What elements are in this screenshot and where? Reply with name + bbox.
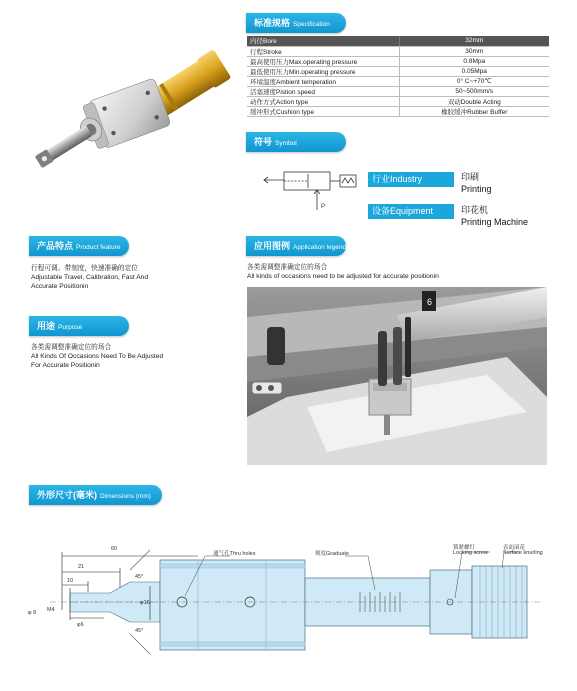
dim-60: 60	[111, 546, 118, 552]
purpose-header	[29, 316, 129, 336]
specification-title-en: Specification	[293, 21, 330, 28]
symbol-header	[246, 132, 346, 152]
spec-row	[247, 96, 549, 106]
dim-phi16: φ16	[140, 600, 150, 606]
spec-value: 0.05Mpa	[399, 66, 549, 76]
purpose-en-1: All Kinds Of Occasions Need To Be Adjusted	[31, 353, 164, 360]
dimensions-title: 外形尺寸(毫米)	[37, 490, 97, 500]
spec-row	[247, 36, 549, 46]
application-title-en: Application legend	[293, 244, 347, 251]
dimensions-title-en: Dimensions (mm)	[100, 493, 151, 500]
spec-label: 最低使用压力Min.operating pressure	[247, 66, 399, 76]
spec-row	[247, 46, 549, 56]
equipment-en: Printing Machine	[461, 217, 529, 227]
dimensions-header	[29, 485, 162, 505]
label-locking-screw-en: Locking screw	[453, 550, 488, 556]
product-feature-en-1: Adjustable Travel, Calibration, Fast And	[31, 274, 149, 281]
label-graduate: 刻度Graduate	[315, 551, 349, 557]
application-en: All kinds of occasions need to be adjusted for accurate positionin	[247, 273, 439, 280]
spec-value: 橡胶缓冲Rubber Buffer	[399, 106, 549, 116]
spec-label: 动作方式Action type	[247, 96, 399, 106]
product-feature-text	[31, 264, 236, 291]
specification-header	[246, 13, 346, 33]
application-header	[246, 236, 346, 256]
purpose-title-en: Purpose	[58, 324, 83, 331]
equipment-tag: 设备Equipment	[368, 204, 454, 219]
application-title: 应用图例	[254, 241, 291, 251]
label-locking-screw-cn: 锁紧螺钉	[453, 545, 476, 551]
dim-phi6: φ6	[77, 622, 84, 628]
label-knurling-en: Surface knurling	[503, 550, 543, 556]
dim-angle-top: 45°	[135, 574, 144, 580]
application-cn: 各类需调整准确定位的场合	[247, 264, 328, 271]
spec-label: 最高使用压力Max.operating pressure	[247, 56, 399, 66]
product-feature-title: 产品特点	[37, 241, 74, 251]
specification-title: 标准规格	[254, 18, 291, 28]
spec-row	[247, 56, 549, 66]
spec-label: 行程Stroke	[247, 46, 399, 56]
dim-m4: M4	[47, 607, 55, 613]
spec-value: 双动Double Acting	[399, 96, 549, 106]
cylinder-product-photo	[30, 20, 245, 185]
industry-tag: 行业Industry	[368, 172, 454, 187]
application-text	[247, 263, 547, 281]
spec-value: 0° C~+70℃	[399, 76, 549, 86]
spec-label: 环境温度Ambient temperation	[247, 76, 399, 86]
product-feature-header	[29, 236, 129, 256]
product-feature-en-2: Accurate Positionin	[31, 283, 89, 290]
spec-value: 50~500mm/s	[399, 86, 549, 96]
specification-table	[247, 36, 549, 117]
application-photo	[247, 287, 547, 465]
spec-label: 活塞速度Pistion speed	[247, 86, 399, 96]
symbol-title-en: Symbol	[275, 140, 297, 147]
purpose-cn: 各类需调整准确定位的场合	[31, 344, 112, 351]
purpose-text	[31, 343, 236, 370]
label-knurling-cn: 表面滚花	[503, 545, 526, 551]
symbol-title: 符号	[254, 137, 273, 147]
dim-21: 21	[78, 564, 85, 570]
spec-value: 32mm	[399, 36, 549, 46]
equipment-cn: 印花机	[461, 205, 489, 215]
industry-en: Printing	[461, 184, 492, 194]
dim-phi-small: φ 8	[28, 610, 37, 616]
label-thru-holes: 通气孔Thru holes	[213, 551, 256, 557]
pneumatic-symbol-diagram	[262, 170, 360, 218]
dim-10: 10	[67, 578, 74, 584]
spec-row	[247, 76, 549, 86]
symbol-port-label: P	[321, 204, 326, 210]
spec-row	[247, 66, 549, 76]
spec-label: 缓冲形式Cushion type	[247, 106, 399, 116]
spec-label: 内径Bore	[247, 36, 399, 46]
purpose-title: 用途	[37, 321, 56, 331]
spec-row	[247, 106, 549, 116]
dim-angle-bottom: 45°	[135, 628, 144, 634]
product-feature-cn: 行程可调。带刻度，快速准确的定位	[31, 265, 138, 272]
application-photo-mark: 6	[427, 297, 433, 307]
purpose-en-2: For Accurate Positionin	[31, 362, 100, 369]
product-feature-title-en: Product feature	[76, 244, 121, 251]
industry-cn: 印刷	[461, 172, 480, 182]
spec-row	[247, 86, 549, 96]
spec-value: 30mm	[399, 46, 549, 56]
spec-value: 0.8Mpa	[399, 56, 549, 66]
